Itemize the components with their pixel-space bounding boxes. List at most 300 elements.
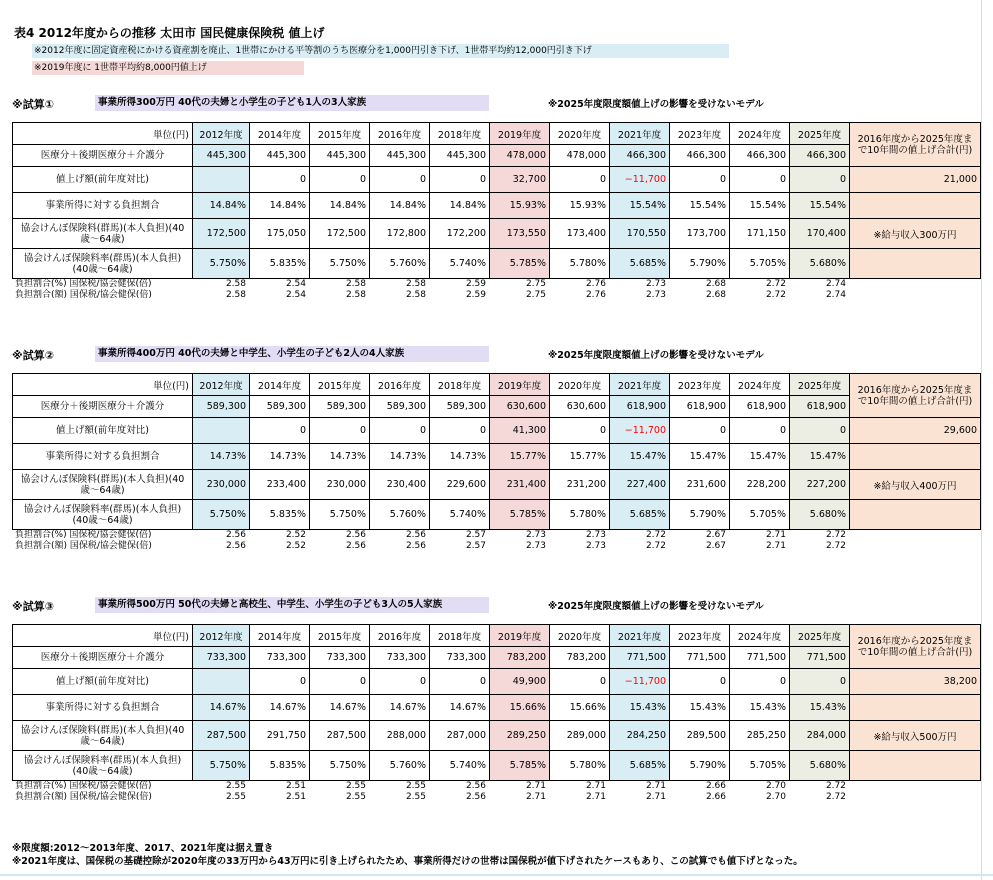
ten-year-total: 38,200 [850, 669, 981, 695]
ratio-value: 2.52 [285, 530, 306, 540]
table-cell: 0 [670, 167, 730, 193]
table-cell: 0 [790, 669, 850, 695]
total-empty-cell [850, 249, 981, 279]
table-cell: 14.67% [430, 695, 490, 721]
table-cell: 14.73% [370, 444, 430, 470]
table-cell: 230,400 [370, 470, 430, 500]
ratio-row [12, 781, 849, 792]
table-cell: 618,900 [730, 396, 790, 418]
ratio-value: 2.59 [465, 279, 486, 289]
ratio-value: 2.72 [765, 290, 786, 300]
row-label: 医療分＋後期医療分＋介護分 [13, 145, 193, 167]
table-cell: 733,300 [250, 647, 310, 669]
table-cell: 5.685% [610, 500, 670, 530]
table-cell: 15.47% [610, 444, 670, 470]
table-cell: 14.84% [310, 193, 370, 219]
table-row [13, 418, 981, 444]
ten-year-total: 21,000 [850, 167, 981, 193]
table-cell: 5.705% [730, 751, 790, 781]
ratio-table [12, 530, 849, 552]
ratio-value: 2.68 [705, 279, 726, 289]
table-cell: 5.750% [310, 500, 370, 530]
section-model-note: ※2025年度限度額値上げの影響を受けないモデル [548, 99, 764, 110]
note-2019: ※2019年度に 1世帯平均約8,000円値上げ [32, 61, 304, 75]
table-cell: 14.73% [430, 444, 490, 470]
total-header: 2016年度から2025年度まで10年間の値上げ合計(円) [850, 123, 981, 167]
table-cell: 15.43% [730, 695, 790, 721]
ratio-value: 2.55 [405, 781, 426, 791]
year-header: 2019年度 [490, 374, 550, 396]
row-label: 協会けんぽ保険料率(群馬)(本人負担)(40歳〜64歳) [13, 500, 193, 530]
ratio-value: 2.71 [585, 781, 606, 791]
footnote-2021: ※2021年度は、国保税の基礎控除が2020年度の33万円から43万円に引き上げられたため、事業所得だけの世帯は国保税が値下げされたケースもあり、この試算でも値下げとなった。 [12, 856, 803, 867]
table-cell: 478,000 [550, 145, 610, 167]
table-cell: 15.43% [670, 695, 730, 721]
table-cell: 0 [730, 167, 790, 193]
year-header: 2019年度 [490, 625, 550, 647]
table-cell: 5.790% [670, 249, 730, 279]
salary-income-note: ※給与収入500万円 [850, 721, 981, 751]
table-cell: 589,300 [430, 396, 490, 418]
table-cell: 287,500 [310, 721, 370, 751]
table-cell: 0 [790, 418, 850, 444]
ratio-value: 2.67 [705, 530, 726, 540]
table-cell: 589,300 [310, 396, 370, 418]
year-header: 2021年度 [610, 374, 670, 396]
salary-income-note: ※給与収入300万円 [850, 219, 981, 249]
ten-year-total: 29,600 [850, 418, 981, 444]
table-cell: 618,900 [610, 396, 670, 418]
ratio-value: 2.73 [645, 279, 666, 289]
ratio-value: 2.58 [225, 290, 246, 300]
table-cell: 783,200 [490, 647, 550, 669]
section-model-note: ※2025年度限度額値上げの影響を受けないモデル [548, 350, 764, 361]
ratio-value: 2.72 [645, 541, 666, 551]
year-header: 2018年度 [430, 123, 490, 145]
table-cell: 5.750% [310, 751, 370, 781]
ratio-value: 2.68 [705, 290, 726, 300]
table-cell: 466,300 [790, 145, 850, 167]
ratio-value: 2.54 [285, 290, 306, 300]
table-cell: 15.77% [550, 444, 610, 470]
ratio-table [12, 781, 849, 803]
year-header: 2024年度 [730, 374, 790, 396]
table-cell: −11,700 [610, 167, 670, 193]
ratio-label: 負担割合(額) 国保税/協会健保(倍) [15, 541, 152, 551]
table-row [13, 219, 981, 249]
table-cell: 0 [370, 418, 430, 444]
table-cell: 5.780% [550, 249, 610, 279]
ratio-value: 2.52 [285, 541, 306, 551]
table-row [13, 249, 981, 279]
table-cell: 0 [250, 669, 310, 695]
ratio-value: 2.70 [765, 792, 786, 802]
table-cell: 14.73% [193, 444, 250, 470]
table-cell: 231,200 [550, 470, 610, 500]
table-cell: 445,300 [370, 145, 430, 167]
table-cell: 233,400 [250, 470, 310, 500]
year-header: 2014年度 [250, 374, 310, 396]
year-header: 2024年度 [730, 123, 790, 145]
ratio-value: 2.54 [285, 279, 306, 289]
table-header-row [13, 625, 981, 647]
table-cell [193, 167, 250, 193]
ratio-value: 2.73 [645, 290, 666, 300]
table-cell: 227,200 [790, 470, 850, 500]
section-label: ※試算② [12, 349, 55, 362]
table-cell: 15.77% [490, 444, 550, 470]
ratio-value: 2.71 [585, 792, 606, 802]
ratio-value: 2.56 [465, 781, 486, 791]
ratio-value: 2.66 [705, 781, 726, 791]
table-cell: 445,300 [310, 145, 370, 167]
table-cell: 5.785% [490, 249, 550, 279]
ratio-value: 2.71 [525, 781, 546, 791]
ratio-row [12, 792, 849, 803]
row-label: 事業所得に対する負担割合 [13, 193, 193, 219]
table-cell [193, 669, 250, 695]
table-cell: 589,300 [193, 396, 250, 418]
ratio-value: 2.73 [525, 541, 546, 551]
ratio-label: 負担割合(%) 国保税/協会健保(倍) [15, 781, 152, 791]
table-cell: 170,400 [790, 219, 850, 249]
table-cell: 15.66% [550, 695, 610, 721]
ratio-row [12, 530, 849, 541]
table-cell: 15.47% [730, 444, 790, 470]
table-cell: −11,700 [610, 669, 670, 695]
table-row [13, 193, 981, 219]
table-cell: 14.84% [250, 193, 310, 219]
ratio-value: 2.56 [405, 530, 426, 540]
row-label: 協会けんぽ保険料(群馬)(本人負担)(40歳〜64歳) [13, 721, 193, 751]
table-cell: 291,750 [250, 721, 310, 751]
table-cell: 14.67% [310, 695, 370, 721]
bottom-divider [0, 874, 993, 876]
year-header: 2021年度 [610, 625, 670, 647]
ratio-value: 2.55 [405, 792, 426, 802]
ratio-label: 負担割合(%) 国保税/協会健保(倍) [15, 530, 152, 540]
table-cell: 289,250 [490, 721, 550, 751]
row-label: 事業所得に対する負担割合 [13, 695, 193, 721]
ratio-value: 2.51 [285, 781, 306, 791]
table-header-row [13, 123, 981, 145]
ratio-value: 2.71 [765, 541, 786, 551]
ratio-value: 2.58 [345, 279, 366, 289]
table-cell: 771,500 [670, 647, 730, 669]
row-label: 医療分＋後期医療分＋介護分 [13, 396, 193, 418]
table-cell: 771,500 [730, 647, 790, 669]
row-label: 値上げ額(前年度対比) [13, 167, 193, 193]
table-cell: 445,300 [430, 145, 490, 167]
year-header: 2012年度 [193, 123, 250, 145]
ratio-value: 2.56 [405, 541, 426, 551]
ratio-value: 2.57 [465, 541, 486, 551]
ratio-value: 2.59 [465, 290, 486, 300]
table-cell: 15.54% [730, 193, 790, 219]
table-cell: 14.67% [250, 695, 310, 721]
table-cell: 0 [250, 167, 310, 193]
table-cell: 287,500 [193, 721, 250, 751]
unit-header: 単位(円) [13, 374, 193, 396]
table-cell: 15.66% [490, 695, 550, 721]
table-cell: 0 [550, 167, 610, 193]
unit-header: 単位(円) [13, 123, 193, 145]
table-cell: 5.835% [250, 500, 310, 530]
table-row [13, 470, 981, 500]
table-cell: 733,300 [310, 647, 370, 669]
ratio-value: 2.57 [465, 530, 486, 540]
year-header: 2012年度 [193, 625, 250, 647]
table-cell: 733,300 [430, 647, 490, 669]
ratio-value: 2.75 [525, 279, 546, 289]
table-cell: 172,500 [193, 219, 250, 249]
total-empty-cell [850, 500, 981, 530]
table-header-row [13, 374, 981, 396]
ratio-value: 2.55 [345, 792, 366, 802]
table-cell: 172,800 [370, 219, 430, 249]
table-row [13, 396, 981, 418]
salary-income-note: ※給与収入400万円 [850, 470, 981, 500]
year-header: 2012年度 [193, 374, 250, 396]
ratio-value: 2.72 [825, 530, 846, 540]
table-cell: 0 [370, 669, 430, 695]
table-cell [193, 418, 250, 444]
ratio-value: 2.76 [585, 290, 606, 300]
year-header: 2024年度 [730, 625, 790, 647]
table-cell: −11,700 [610, 418, 670, 444]
year-header: 2020年度 [550, 374, 610, 396]
row-label: 協会けんぽ保険料率(群馬)(本人負担)(40歳〜64歳) [13, 249, 193, 279]
table-cell: 0 [550, 669, 610, 695]
table-cell: 0 [250, 418, 310, 444]
table-cell: 771,500 [790, 647, 850, 669]
ratio-value: 2.66 [705, 792, 726, 802]
table-cell: 466,300 [670, 145, 730, 167]
ratio-label: 負担割合(%) 国保税/協会健保(倍) [15, 279, 152, 289]
ratio-value: 2.76 [585, 279, 606, 289]
table-cell: 5.740% [430, 500, 490, 530]
year-header: 2015年度 [310, 374, 370, 396]
table-cell: 5.760% [370, 249, 430, 279]
table-cell: 173,700 [670, 219, 730, 249]
footnote-limit: ※限度額:2012〜2013年度、2017、2021年度は据え置き [12, 843, 274, 854]
note-2012: ※2012年度に固定資産税にかける資産割を廃止、1世帯にかける平等割のうち医療分を1,000円引き下げ、1世帯平均約12,000円引き下げ [32, 44, 729, 58]
table-cell: 5.785% [490, 751, 550, 781]
year-header: 2015年度 [310, 123, 370, 145]
year-header: 2025年度 [790, 374, 850, 396]
table-cell: 5.705% [730, 500, 790, 530]
table-cell: 0 [430, 418, 490, 444]
ratio-value: 2.51 [285, 792, 306, 802]
table-cell: 0 [730, 418, 790, 444]
table-cell: 445,300 [250, 145, 310, 167]
page-title: 表4 2012年度からの推移 太田市 国民健康保険税 値上げ [14, 26, 325, 40]
table-cell: 5.835% [250, 249, 310, 279]
year-header: 2020年度 [550, 625, 610, 647]
table-cell: 14.73% [310, 444, 370, 470]
table-cell: 466,300 [610, 145, 670, 167]
table-cell: 289,000 [550, 721, 610, 751]
table-cell: 230,000 [193, 470, 250, 500]
table-cell: 0 [670, 418, 730, 444]
row-label: 値上げ額(前年度対比) [13, 669, 193, 695]
table-cell: 5.705% [730, 249, 790, 279]
table-row [13, 500, 981, 530]
table-cell: 5.740% [430, 249, 490, 279]
premium-table [12, 373, 981, 530]
ratio-value: 2.56 [225, 541, 246, 551]
year-header: 2023年度 [670, 374, 730, 396]
table-cell: 5.760% [370, 751, 430, 781]
ratio-value: 2.72 [645, 530, 666, 540]
ratio-row [12, 279, 849, 290]
table-cell: 0 [310, 669, 370, 695]
table-cell: 618,900 [790, 396, 850, 418]
section-description: 事業所得300万円 40代の夫婦と小学生の子ども1人の3人家族 [95, 95, 489, 111]
table-row [13, 167, 981, 193]
ratio-value: 2.73 [585, 530, 606, 540]
ratio-value: 2.71 [525, 792, 546, 802]
table-cell: 14.73% [250, 444, 310, 470]
ratio-value: 2.58 [225, 279, 246, 289]
year-header: 2023年度 [670, 123, 730, 145]
table-cell: 5.680% [790, 751, 850, 781]
total-empty-cell [850, 193, 981, 219]
table-cell: 230,000 [310, 470, 370, 500]
year-header: 2021年度 [610, 123, 670, 145]
year-header: 2014年度 [250, 123, 310, 145]
table-cell: 287,000 [430, 721, 490, 751]
table-cell: 15.43% [610, 695, 670, 721]
row-label: 協会けんぽ保険料(群馬)(本人負担)(40歳〜64歳) [13, 470, 193, 500]
ratio-value: 2.56 [465, 792, 486, 802]
table-cell: 5.750% [193, 249, 250, 279]
table-cell: 284,250 [610, 721, 670, 751]
premium-table [12, 122, 981, 279]
table-cell: 175,050 [250, 219, 310, 249]
ratio-value: 2.71 [645, 781, 666, 791]
table-cell: 0 [430, 167, 490, 193]
table-cell: 41,300 [490, 418, 550, 444]
unit-header: 単位(円) [13, 625, 193, 647]
table-cell: 15.43% [790, 695, 850, 721]
table-cell: 15.54% [610, 193, 670, 219]
table-cell: 478,000 [490, 145, 550, 167]
table-cell: 0 [550, 418, 610, 444]
table-row [13, 444, 981, 470]
ratio-value: 2.71 [645, 792, 666, 802]
table-cell: 15.93% [550, 193, 610, 219]
ratio-value: 2.72 [825, 781, 846, 791]
table-cell: 5.785% [490, 500, 550, 530]
table-cell: 589,300 [370, 396, 430, 418]
ratio-value: 2.56 [345, 530, 366, 540]
ratio-value: 2.55 [225, 792, 246, 802]
table-cell: 5.685% [610, 751, 670, 781]
table-cell: 284,000 [790, 721, 850, 751]
table-cell: 32,700 [490, 167, 550, 193]
table-cell: 5.685% [610, 249, 670, 279]
table-cell: 14.67% [193, 695, 250, 721]
table-cell: 5.680% [790, 249, 850, 279]
table-cell: 5.750% [310, 249, 370, 279]
ratio-value: 2.58 [345, 290, 366, 300]
section-label: ※試算③ [12, 600, 55, 613]
table-cell: 5.790% [670, 500, 730, 530]
ratio-value: 2.55 [225, 781, 246, 791]
table-row [13, 721, 981, 751]
total-header: 2016年度から2025年度まで10年間の値上げ合計(円) [850, 625, 981, 669]
total-empty-cell [850, 695, 981, 721]
section-description: 事業所得400万円 40代の夫婦と中学生、小学生の子ども2人の4人家族 [95, 346, 489, 362]
row-label: 医療分＋後期医療分＋介護分 [13, 647, 193, 669]
table-cell: 227,400 [610, 470, 670, 500]
ratio-value: 2.73 [525, 530, 546, 540]
table-cell: 173,400 [550, 219, 610, 249]
table-cell: 5.750% [193, 751, 250, 781]
table-cell: 0 [430, 669, 490, 695]
table-cell: 0 [670, 669, 730, 695]
ratio-value: 2.74 [825, 279, 846, 289]
table-cell: 771,500 [610, 647, 670, 669]
ratio-value: 2.73 [585, 541, 606, 551]
ratio-value: 2.72 [825, 792, 846, 802]
table-cell: 0 [310, 418, 370, 444]
table-cell: 229,600 [430, 470, 490, 500]
table-row [13, 145, 981, 167]
table-cell: 15.47% [790, 444, 850, 470]
table-cell: 618,900 [670, 396, 730, 418]
ratio-value: 2.74 [825, 290, 846, 300]
table-cell: 15.93% [490, 193, 550, 219]
table-cell: 445,300 [193, 145, 250, 167]
table-cell: 288,000 [370, 721, 430, 751]
table-cell: 5.750% [193, 500, 250, 530]
row-label: 協会けんぽ保険料(群馬)(本人負担)(40歳〜64歳) [13, 219, 193, 249]
section-description: 事業所得500万円 50代の夫婦と高校生、中学生、小学生の子ども3人の5人家族 [95, 597, 489, 613]
total-empty-cell [850, 751, 981, 781]
ratio-row [12, 541, 849, 552]
table-cell: 0 [730, 669, 790, 695]
table-row [13, 647, 981, 669]
ratio-value: 2.58 [405, 290, 426, 300]
total-header: 2016年度から2025年度まで10年間の値上げ合計(円) [850, 374, 981, 418]
year-header: 2015年度 [310, 625, 370, 647]
section-label: ※試算① [12, 98, 55, 111]
table-row [13, 669, 981, 695]
table-cell: 783,200 [550, 647, 610, 669]
ratio-value: 2.67 [705, 541, 726, 551]
table-cell: 733,300 [193, 647, 250, 669]
table-cell: 15.54% [670, 193, 730, 219]
table-row [13, 751, 981, 781]
table-cell: 5.790% [670, 751, 730, 781]
table-cell: 14.84% [193, 193, 250, 219]
year-header: 2023年度 [670, 625, 730, 647]
ratio-value: 2.58 [405, 279, 426, 289]
premium-table [12, 624, 981, 781]
year-header: 2018年度 [430, 374, 490, 396]
year-header: 2014年度 [250, 625, 310, 647]
table-cell: 228,200 [730, 470, 790, 500]
table-cell: 171,150 [730, 219, 790, 249]
section-model-note: ※2025年度限度額値上げの影響を受けないモデル [548, 601, 764, 612]
table-cell: 172,500 [310, 219, 370, 249]
table-cell: 5.740% [430, 751, 490, 781]
year-header: 2016年度 [370, 374, 430, 396]
table-cell: 289,500 [670, 721, 730, 751]
ratio-value: 2.72 [765, 279, 786, 289]
